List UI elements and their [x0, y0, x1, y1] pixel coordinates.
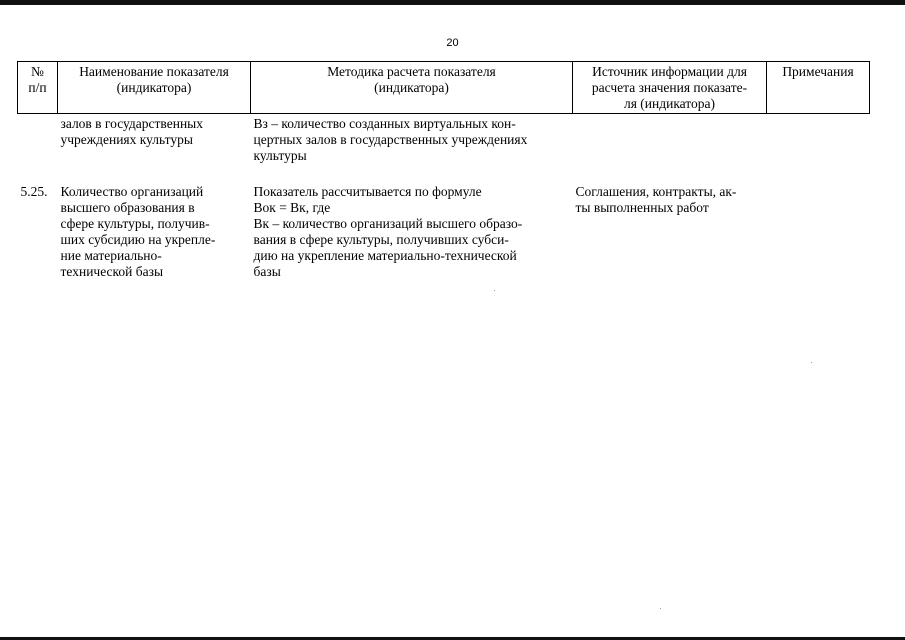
cell-notes	[767, 172, 870, 280]
cell-indicator-name	[58, 172, 251, 280]
header-num-line: №	[31, 64, 44, 79]
cell-num	[18, 114, 58, 173]
text-line: ние материально-	[60, 248, 162, 263]
indicators-table	[17, 61, 870, 280]
header-source-line: расчета значения показате-	[591, 80, 748, 95]
header-notes	[767, 62, 870, 114]
table-header-row	[18, 62, 870, 114]
header-method-line: (индикатора)	[374, 80, 449, 95]
scan-speck	[494, 290, 495, 291]
cell-calculation-method	[251, 114, 573, 173]
text-line: цертных залов в государственных учреждениях	[253, 132, 528, 147]
scan-speck	[811, 362, 812, 363]
cell-indicator-name	[58, 114, 251, 173]
text-line: технической базы	[60, 264, 164, 279]
header-num-line: п/п	[28, 80, 47, 95]
cell-information-source	[573, 172, 767, 280]
header-notes-line: Примечания	[782, 64, 854, 79]
text-line: ты выполненных работ	[575, 200, 709, 215]
text-line: дию на укрепление материально-технической	[253, 248, 517, 263]
text-line: Показатель рассчитывается по формуле	[253, 184, 482, 199]
header-method-line: Методика расчета показателя	[327, 64, 496, 79]
text-line: учреждениях культуры	[60, 132, 193, 147]
text-line: Вк – количество организаций высшего образо-	[253, 216, 523, 231]
header-num	[18, 62, 58, 114]
table-row	[18, 114, 870, 173]
header-source-line: ля (индикатора)	[623, 96, 716, 111]
page-number: 20	[446, 37, 459, 49]
text-line: ших субсидию на укрепле-	[60, 232, 216, 247]
header-calculation-method	[251, 62, 573, 114]
scan-speck	[660, 608, 661, 609]
text-line: залов в государственных	[60, 116, 203, 131]
cell-calculation-method	[251, 172, 573, 280]
header-source-line: Источник информации для	[592, 64, 747, 79]
text-line: вания в сфере культуры, получивших субси-	[253, 232, 509, 247]
text-line: Вз – количество созданных виртуальных кон-	[253, 116, 516, 131]
header-indicator-name	[58, 62, 251, 114]
formula-line: Вок = Вк, где	[253, 200, 331, 215]
cell-num	[18, 172, 58, 280]
text-line: культуры	[253, 148, 307, 163]
text-line: высшего образования в	[60, 200, 195, 215]
text-line: сфере культуры, получив-	[60, 216, 210, 231]
header-information-source	[573, 62, 767, 114]
row-number: 5.25.	[20, 184, 48, 199]
header-name-line: Наименование показателя	[79, 64, 229, 79]
header-name-line: (индикатора)	[116, 80, 192, 95]
text-line: Количество организаций	[60, 184, 204, 199]
table-row	[18, 172, 870, 280]
cell-information-source	[573, 114, 767, 173]
cell-notes	[767, 114, 870, 173]
text-line: базы	[253, 264, 281, 279]
top-scan-border	[0, 0, 905, 5]
text-line: Соглашения, контракты, ак-	[575, 184, 737, 199]
